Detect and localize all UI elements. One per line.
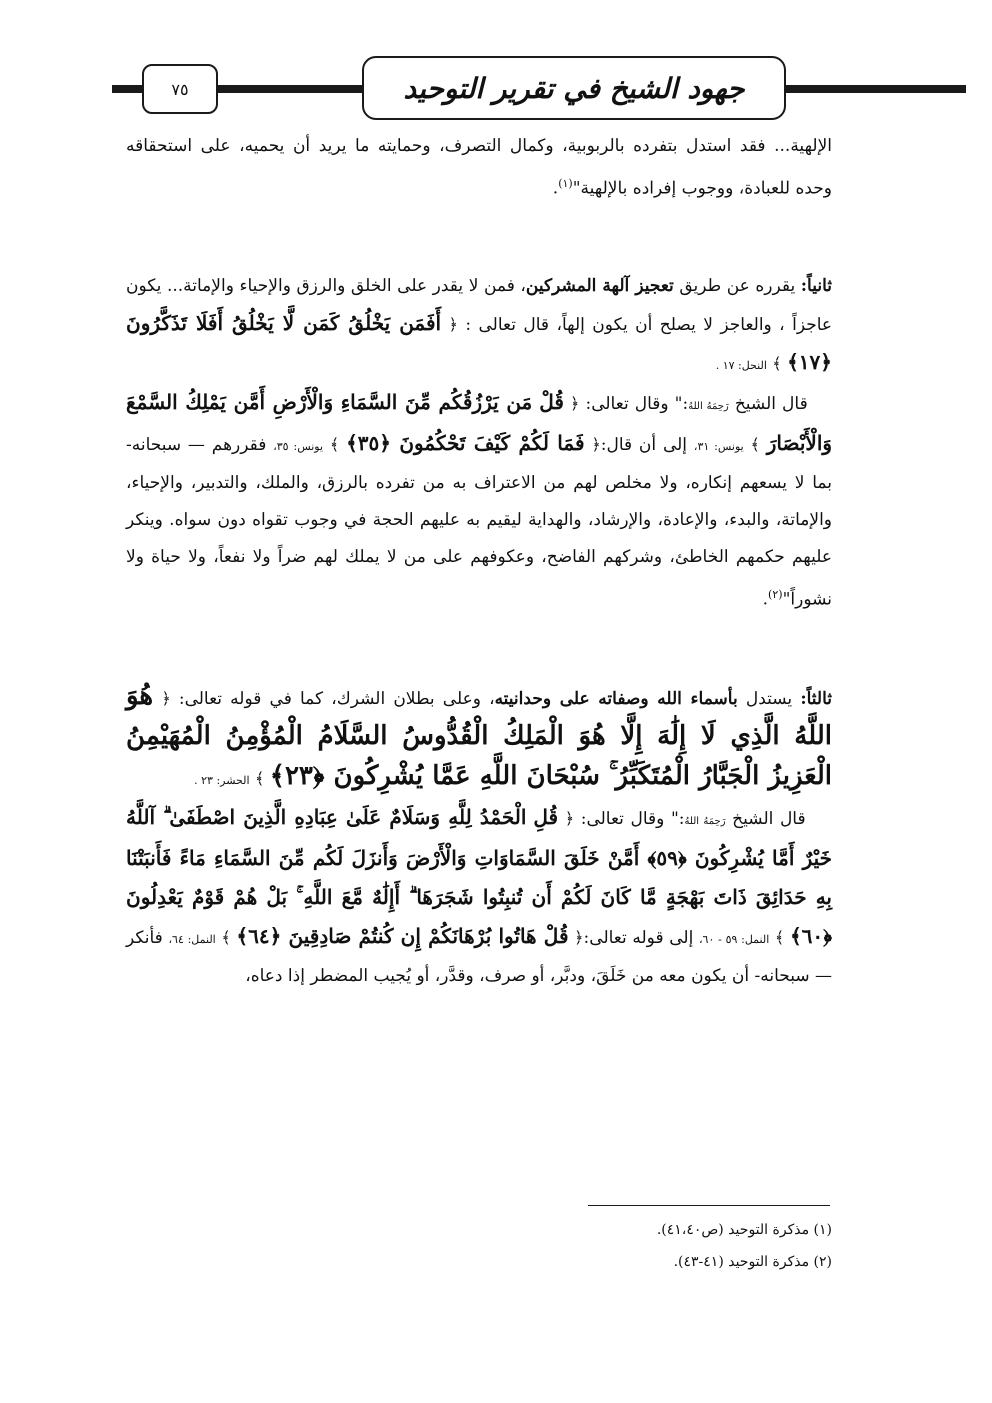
quran-brace-open: ﴿ bbox=[161, 689, 171, 709]
paragraph-1-end: . bbox=[552, 178, 559, 199]
quran-brace-open: ﴿ bbox=[591, 434, 601, 454]
running-title-text: جهود الشيخ في تقرير التوحيد bbox=[403, 71, 745, 105]
quran-verse: هُوَ اللَّهُ الَّذِي لَا إِلَٰهَ إِلَّا هُوَ الْمَلِكُ الْقُدُّوسُ السَّلَامُ الْمُؤْمِنُ الْمُهَيْمِنُ الْعَزِيزُ الْجَبَّارُ الْمُتَكَبِّرُ ۚ سُبْحَانَ اللَّهِ عَمَّا يُشْرِكُونَ ﴿٢٣﴾ bbox=[126, 681, 832, 792]
paragraph-4-text-1: يستدل bbox=[745, 689, 793, 710]
paragraph-2-text-1: يقرره عن طريق bbox=[679, 275, 796, 296]
section-gap bbox=[126, 208, 832, 268]
footnote-1: (١) مذكرة التوحيد (ص٤١،٤٠). bbox=[656, 1222, 832, 1238]
verse-reference: النحل: ١٧ . bbox=[715, 358, 767, 372]
paragraph-5 bbox=[126, 799, 832, 995]
paragraph-3-text-2: :" وقال تعالى: bbox=[585, 393, 689, 414]
paragraph-5-text-2: :" وقال تعالى: bbox=[580, 809, 685, 830]
paragraph-3-text-1: قال الشيخ bbox=[734, 393, 808, 414]
honorific-mark: رَحِمَهُ اللهُ bbox=[688, 400, 729, 412]
quran-brace-open: ﴿ bbox=[574, 928, 584, 948]
page-body bbox=[126, 128, 832, 995]
section-lead-2: ثانياً: bbox=[800, 275, 832, 296]
verse-reference: يونس: ٣٥، bbox=[273, 439, 324, 453]
running-title bbox=[362, 56, 786, 120]
verse-reference: النمل: ٦٤، bbox=[168, 933, 216, 947]
paragraph-2-text-2: ، فمن لا يقدر على الخلق والرزق والإحياء والإماتة... يكون عاجزاً ، والعاجز لا يصلح أن يكون إلهاً، قال تعالى : bbox=[126, 275, 833, 335]
footnote-ref-1: (١) bbox=[558, 177, 573, 190]
footnote-ref-2: (٢) bbox=[768, 587, 783, 601]
quran-brace-open: ﴿ bbox=[564, 809, 575, 829]
honorific-mark: رَحِمَهُ اللهُ bbox=[684, 816, 726, 828]
quran-brace-open: ﴿ bbox=[570, 393, 580, 413]
quran-brace-close: ﴾ bbox=[772, 353, 782, 373]
paragraph-3-text-4: فقررهم — سبحانه- بما لا يسعهم إنكاره، ولا مخلص لهم من الاعتراف به من تفرده بالرزق، والملك، والتدبير، والإحياء، والإماتة، والبدء، والإعادة، والإرشاد، والهداية ليقيم به عليهم الحجة في وجوب تقواه دون سواه. وينكر عليهم حكمهم الخاطئ، وشركهم الفاضح، وعكوفهم على من لا يملك لهم ضراً ولا نفعاً، ولا حياة ولا نشوراً" bbox=[126, 434, 832, 610]
page-number-text: ٧٥ bbox=[171, 79, 189, 99]
quran-verse: قُلْ مَن يَرْزُقُكُم مِّنَ السَّمَاءِ وَالْأَرْضِ أَمَّن يَمْلِكُ السَّمْعَ وَالْأَبْصَارَ bbox=[126, 389, 833, 455]
quran-verse: قُلْ هَاتُوا بُرْهَانَكُمْ إِن كُنتُمْ صَادِقِينَ ﴿٦٤﴾ bbox=[236, 924, 569, 949]
section-gap bbox=[126, 618, 832, 678]
paragraph-1-text: الإلهية... فقد استدل بتفرده بالربوبية، وكمال التصرف، وحمايته ما يريد أن يحميه، على استحقاقه وحده للعبادة، ووجوب إفراده بالإلهية" bbox=[126, 136, 832, 199]
footnotes bbox=[657, 1214, 832, 1278]
section-lead-3: ثالثاً: bbox=[800, 689, 833, 710]
quran-verse: فَمَا لَكُمْ كَيْفَ تَحْكُمُونَ ﴿٣٥﴾ bbox=[346, 430, 585, 455]
paragraph-4 bbox=[126, 678, 832, 799]
footnote-2: (٢) مذكرة التوحيد (٤١-٤٣). bbox=[673, 1254, 832, 1270]
paragraph-5-text-3: إلى قوله تعالى: bbox=[583, 928, 694, 949]
paragraph-4-bold: بأسماء الله وصفاته على وحدانيته bbox=[494, 689, 738, 710]
quran-brace-close: ﴾ bbox=[750, 434, 760, 454]
paragraph-5-text-4: فأنكر — سبحانه- أن يكون معه من خَلَقَ، ودبَّر، أو صرف، وقدَّر، أو يُجيب المضطر إذا دعاه، bbox=[126, 928, 832, 987]
page-number bbox=[142, 64, 218, 114]
quran-brace-close: ﴾ bbox=[221, 928, 231, 948]
quran-brace-close: ﴾ bbox=[254, 769, 265, 789]
verse-reference: الحشر: ٢٣ . bbox=[194, 774, 250, 788]
quran-verse: أَفَمَن يَخْلُقُ كَمَن لَّا يَخْلُقُ أَفَلَا تَذَكَّرُونَ ﴿١٧﴾ bbox=[126, 310, 832, 374]
paragraph-2-bold: تعجيز آلهة المشركين bbox=[525, 275, 674, 296]
paragraph-3-end: . bbox=[762, 589, 769, 610]
quran-verse: قُلِ الْحَمْدُ لِلَّهِ وَسَلَامٌ عَلَىٰ عِبَادِهِ الَّذِينَ اصْطَفَىٰ ۗ آللَّهُ خَيْرٌ أَمَّا يُشْرِكُونَ ﴿٥٩﴾ أَمَّنْ خَلَقَ السَّمَاوَاتِ وَالْأَرْضَ وَأَنزَلَ لَكُم مِّنَ السَّمَاءِ مَاءً فَأَنبَتْنَا بِهِ حَدَائِقَ ذَاتَ بَهْجَةٍ مَّا كَانَ لَكُمْ أَن تُنبِتُوا شَجَرَهَا ۗ أَإِلَٰهٌ مَّعَ اللَّهِ ۚ بَلْ هُمْ قَوْمٌ يَعْدِلُونَ ﴿٦٠﴾ bbox=[126, 805, 833, 949]
quran-brace-close: ﴾ bbox=[329, 434, 340, 454]
quran-brace-open: ﴿ bbox=[448, 314, 458, 334]
paragraph-2 bbox=[126, 268, 832, 384]
paragraph-5-text-1: قال الشيخ bbox=[732, 809, 806, 830]
quran-brace-close: ﴾ bbox=[774, 928, 785, 948]
paragraph-1 bbox=[126, 128, 832, 208]
footnote-separator bbox=[588, 1205, 830, 1206]
paragraph-4-text-2: ، وعلى بطلان الشرك، كما في قوله تعالى: bbox=[178, 689, 495, 710]
paragraph-3-text-3: إلى أن قال: bbox=[600, 434, 688, 455]
paragraph-3 bbox=[126, 384, 832, 619]
verse-reference: النمل: ٥٩ - ٦٠، bbox=[698, 933, 770, 947]
verse-reference: يونس: ٣١، bbox=[693, 439, 744, 453]
